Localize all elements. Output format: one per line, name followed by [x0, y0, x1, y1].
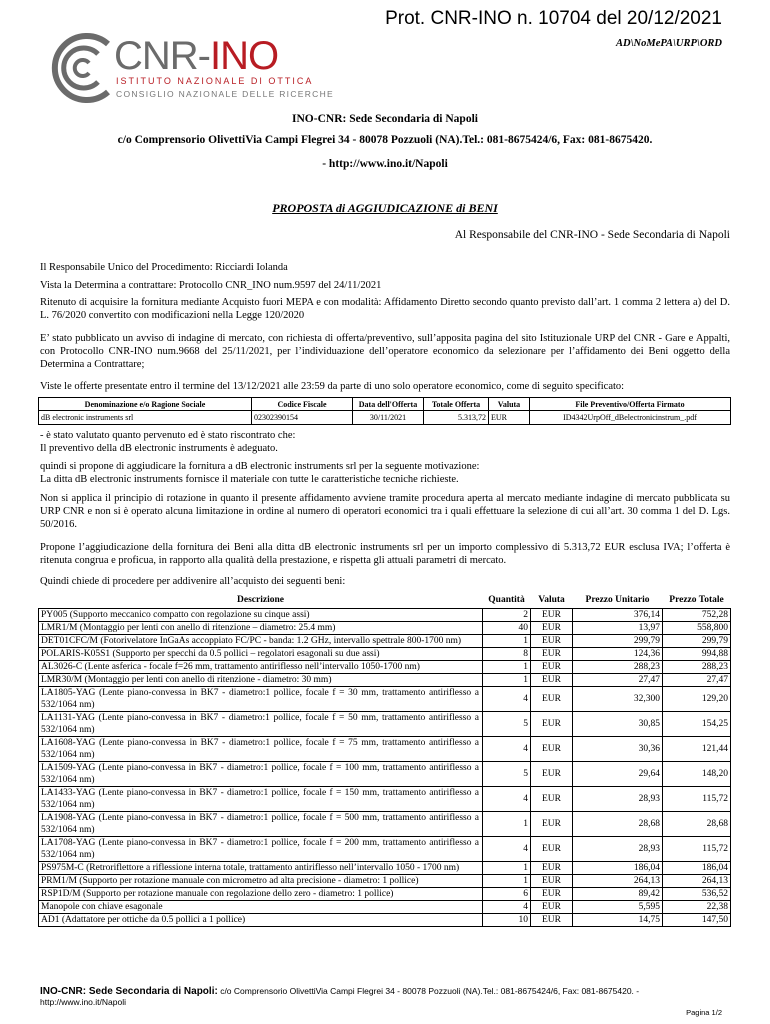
item-unit-price: 30,85	[573, 712, 663, 737]
item-total-price: 129,20	[663, 687, 731, 712]
item-total-price: 994,88	[663, 648, 731, 661]
item-description: AD1 (Adattatore per ottiche da 0.5 pollici a 1 pollice)	[39, 914, 483, 927]
offer-currency: EUR	[489, 411, 530, 425]
item-currency: EUR	[531, 914, 573, 927]
offers-header: File Preventivo/Offerta Firmato	[530, 398, 731, 411]
item-description: LMR30/M (Montaggio per lenti con anello di ritenzione - diametro: 30 mm)	[39, 674, 483, 687]
item-currency: EUR	[531, 712, 573, 737]
item-quantity: 1	[483, 635, 531, 648]
table-row	[39, 411, 731, 425]
item-description: Manopole con chiave esagonale	[39, 901, 483, 914]
item-quantity: 10	[483, 914, 531, 927]
table-row	[39, 837, 731, 862]
item-unit-price: 28,68	[573, 812, 663, 837]
item-unit-price: 264,13	[573, 875, 663, 888]
item-quantity: 4	[483, 737, 531, 762]
item-currency: EUR	[531, 875, 573, 888]
item-unit-price: 299,79	[573, 635, 663, 648]
item-currency: EUR	[531, 648, 573, 661]
offer-total: 5.313,72	[424, 411, 489, 425]
item-quantity: 1	[483, 862, 531, 875]
table-row	[39, 648, 731, 661]
item-quantity: 1	[483, 875, 531, 888]
item-quantity: 2	[483, 609, 531, 622]
item-quantity: 8	[483, 648, 531, 661]
offers-header: Denominazione e/o Ragione Sociale	[39, 398, 252, 411]
item-quantity: 4	[483, 787, 531, 812]
logo-wordmark: CNR-INO	[114, 34, 279, 78]
item-unit-price: 186,04	[573, 862, 663, 875]
item-total-price: 752,28	[663, 609, 731, 622]
item-description: LA1908-YAG (Lente piano-convessa in BK7 - diametro:1 pollice, focale f = 500 mm, trattamento antiriflesso a 532/1064 nm)	[39, 812, 483, 837]
item-unit-price: 13,97	[573, 622, 663, 635]
table-row	[39, 787, 731, 812]
motivazione-line-2: La ditta dB electronic instruments fornisce il materiale con tutte le caratteristiche tecniche richieste.	[40, 474, 459, 485]
item-description: LA1433-YAG (Lente piano-convessa in BK7 - diametro:1 pollice, focale f = 150 mm, trattamento antiriflesso a 532/1064 nm)	[39, 787, 483, 812]
item-total-price: 121,44	[663, 737, 731, 762]
rotazione-paragraph: Non si applica il principio di rotazione in quanto il presente affidamento avviene tramite procedura aperta al mercato mediante indagine di mercato pubblicata su URP CNR e non si è operato alcuna limitazione in ordine al numero di operatori economici tra i quali effettuare la selezione di cui all’art. 30 comma 1 del D. Lgs. 50/2016.	[40, 493, 730, 531]
item-total-price: 115,72	[663, 787, 731, 812]
item-total-price: 148,20	[663, 762, 731, 787]
item-description: LMR1/M (Montaggio per lenti con anello di ritenzione – diametro: 25.4 mm)	[39, 622, 483, 635]
item-currency: EUR	[531, 687, 573, 712]
item-description: LA1509-YAG (Lente piano-convessa in BK7 - diametro:1 pollice, focale f = 100 mm, trattamento antiriflesso a 532/1064 nm)	[39, 762, 483, 787]
table-row	[39, 609, 731, 622]
offers-header: Totale Offerta	[424, 398, 489, 411]
item-description: PRM1/M (Supporto per rotazione manuale con micrometro ad alta precisione - diametro: 1 pollice)	[39, 875, 483, 888]
item-quantity: 6	[483, 888, 531, 901]
item-quantity: 4	[483, 837, 531, 862]
item-total-price: 299,79	[663, 635, 731, 648]
item-quantity: 5	[483, 712, 531, 737]
determina-paragraph: Vista la Determina a contrattare: Protocollo CNR_INO num.9597 del 24/11/2021	[40, 280, 382, 291]
address-line-1: INO-CNR: Sede Secondaria di Napoli	[292, 113, 478, 125]
table-row	[39, 737, 731, 762]
page-number: Pagina 1/2	[686, 1008, 722, 1017]
address-line-2: c/o Comprensorio OlivettiVia Campi Flegrei 34 - 80078 Pozzuoli (NA).Tel.: 081-8675424/6, Fax: 081-8675420.	[117, 134, 653, 146]
footer-bold: INO-CNR: Sede Secondaria di Napoli:	[40, 986, 218, 997]
item-currency: EUR	[531, 888, 573, 901]
item-total-price: 22,38	[663, 901, 731, 914]
table-row	[39, 687, 731, 712]
item-total-price: 288,23	[663, 661, 731, 674]
item-description: PS975M-C (Retroriflettore a riflessione interna totale, trattamento antiriflesso nell’intervallo 1050 - 1700 nm)	[39, 862, 483, 875]
item-description: LA1805-YAG (Lente piano-convessa in BK7 - diametro:1 pollice, focale f = 30 mm, trattamento antiriflesso a 532/1064 nm)	[39, 687, 483, 712]
item-currency: EUR	[531, 837, 573, 862]
valutato-line-1: - è stato valutato quanto pervenuto ed è stato riscontrato che:	[40, 430, 296, 441]
table-row	[39, 888, 731, 901]
items-header: Quantità	[488, 594, 525, 605]
table-row	[39, 914, 731, 927]
item-currency: EUR	[531, 901, 573, 914]
item-total-price: 115,72	[663, 837, 731, 862]
item-unit-price: 124,36	[573, 648, 663, 661]
logo-subtitle: ISTITUTO NAZIONALE DI OTTICA	[116, 76, 314, 86]
table-row	[39, 712, 731, 737]
reference-code: AD\NoMePA\URP\ORD	[616, 38, 722, 49]
item-total-price: 186,04	[663, 862, 731, 875]
item-description: AL3026-C (Lente asferica - focale f=26 mm, trattamento antiriflesso nell’intervallo 1050-1700 nm)	[39, 661, 483, 674]
item-total-price: 27,47	[663, 674, 731, 687]
table-row	[39, 901, 731, 914]
offers-table	[38, 397, 731, 425]
item-unit-price: 288,23	[573, 661, 663, 674]
table-row	[39, 862, 731, 875]
item-quantity: 4	[483, 687, 531, 712]
item-description: LA1608-YAG (Lente piano-convessa in BK7 - diametro:1 pollice, focale f = 75 mm, trattamento antiriflesso a 532/1064 nm)	[39, 737, 483, 762]
valutato-line-2: Il preventivo della dB electronic instruments è adeguato.	[40, 443, 278, 454]
item-total-price: 536,52	[663, 888, 731, 901]
item-description: RSP1D/M (Supporto per rotazione manuale con regolazione dello zero - diametro: 1 pollice)	[39, 888, 483, 901]
item-unit-price: 27,47	[573, 674, 663, 687]
item-quantity: 5	[483, 762, 531, 787]
propone-paragraph: Propone l’aggiudicazione della fornitura dei Beni alla ditta dB electronic instruments srl per un importo complessivo di 5.313,72 EUR esclusa IVA; l’offerta è ritenuta congrua e proficua, in rapporto alla qualità della prestazione, e rispetta gli attuali parametri di mercato.	[40, 542, 730, 567]
item-quantity: 4	[483, 901, 531, 914]
table-row	[39, 875, 731, 888]
item-quantity: 1	[483, 674, 531, 687]
item-unit-price: 28,93	[573, 837, 663, 862]
items-body	[39, 609, 731, 927]
offers-header: Data dell'Offerta	[353, 398, 424, 411]
item-currency: EUR	[531, 787, 573, 812]
offer-company: dB electronic instruments srl	[39, 411, 252, 425]
ritenuto-paragraph: Ritenuto di acquisire la fornitura mediante Acquisto fuori MEPA e con modalità: Affidamento Diretto secondo quanto previsto dall’art. 1 comma 2 lettera a) del D. L. 76/2020 convertito con modificazioni nella Legge 120/2020	[40, 297, 730, 322]
table-row	[39, 762, 731, 787]
item-currency: EUR	[531, 674, 573, 687]
items-table	[38, 593, 731, 927]
item-total-price: 147,50	[663, 914, 731, 927]
footer-text: c/o Comprensorio OlivettiVia Campi Flegrei 34 - 80078 Pozzuoli (NA).Tel.: 081-8675424/6, Fax: 081-8675420. - http://www.ino.it/Napoli	[40, 986, 640, 1007]
item-currency: EUR	[531, 635, 573, 648]
item-description: LA1131-YAG (Lente piano-convessa in BK7 - diametro:1 pollice, focale f = 50 mm, trattamento antiriflesso a 532/1064 nm)	[39, 712, 483, 737]
footer	[40, 986, 700, 1008]
item-unit-price: 14,75	[573, 914, 663, 927]
item-total-price: 264,13	[663, 875, 731, 888]
offerte-paragraph: Viste le offerte presentate entro il termine del 13/12/2021 alle 23:59 da parte di uno solo operatore economico, come di seguito specificato:	[40, 381, 625, 392]
offer-tax-code: 02302390154	[252, 411, 353, 425]
item-currency: EUR	[531, 661, 573, 674]
table-row	[39, 812, 731, 837]
item-unit-price: 29,64	[573, 762, 663, 787]
logo-subtitle-cnr: CONSIGLIO NAZIONALE DELLE RICERCHE	[116, 89, 335, 99]
items-header: Valuta	[538, 594, 565, 605]
item-unit-price: 5,595	[573, 901, 663, 914]
item-currency: EUR	[531, 862, 573, 875]
item-total-price: 154,25	[663, 712, 731, 737]
avviso-paragraph: E’ stato pubblicato un avviso di indagine di mercato, con richiesta di offerta/preventivo, sull’apposita pagina del sito Istituzionale URP del CNR - Gare e Appalti, con Protocollo CNR-INO num.9668 del 25/11/2021, per l’individuazione dell’operatore economico da selezionare per l’affidamento dei Beni oggetto della Determina a Contrattare;	[40, 333, 730, 371]
item-currency: EUR	[531, 812, 573, 837]
item-unit-price: 89,42	[573, 888, 663, 901]
item-unit-price: 30,36	[573, 737, 663, 762]
rup-paragraph: Il Responsabile Unico del Procedimento: Ricciardi Iolanda	[40, 262, 288, 273]
protocol-number: Prot. CNR-INO n. 10704 del 20/12/2021	[385, 8, 722, 29]
item-description: DET01CFC/M (Fotorivelatore InGaAs accoppiato FC/PC - banda: 1.2 GHz, intervallo spettrale 800-1700 nm)	[39, 635, 483, 648]
offers-header: Codice Fiscale	[252, 398, 353, 411]
quindi-paragraph: Quindi chiede di procedere per addivenire all’acquisto dei seguenti beni:	[40, 576, 346, 587]
document-title: PROPOSTA di AGGIUDICAZIONE di BENI	[272, 201, 498, 215]
item-description: POLARIS-K05S1 (Supporto per specchi da 0.5 pollici – regolatori esagonali su due assi)	[39, 648, 483, 661]
item-unit-price: 28,93	[573, 787, 663, 812]
item-quantity: 1	[483, 661, 531, 674]
offers-header: Valuta	[489, 398, 530, 411]
item-currency: EUR	[531, 609, 573, 622]
recipient: Al Responsabile del CNR-INO - Sede Secondaria di Napoli	[454, 229, 730, 241]
item-total-price: 28,68	[663, 812, 731, 837]
item-currency: EUR	[531, 737, 573, 762]
item-currency: EUR	[531, 762, 573, 787]
motivazione-line-1: quindi si propone di aggiudicare la fornitura a dB electronic instruments srl per la seguente motivazione:	[40, 461, 480, 472]
offer-date: 30/11/2021	[353, 411, 424, 425]
item-description: LA1708-YAG (Lente piano-convessa in BK7 - diametro:1 pollice, focale f = 200 mm, trattamento antiriflesso a 532/1064 nm)	[39, 837, 483, 862]
table-row	[39, 622, 731, 635]
items-header: Descrizione	[237, 594, 284, 605]
item-unit-price: 376,14	[573, 609, 663, 622]
item-total-price: 558,800	[663, 622, 731, 635]
items-header: Prezzo Unitario	[585, 594, 650, 605]
item-unit-price: 32,300	[573, 687, 663, 712]
table-row	[39, 674, 731, 687]
item-quantity: 40	[483, 622, 531, 635]
table-row	[39, 661, 731, 674]
item-description: PY005 (Supporto meccanico compatto con regolazione su cinque assi)	[39, 609, 483, 622]
offer-file: ID4342UrpOff_dBelectronicinstrum_.pdf	[530, 411, 731, 425]
item-currency: EUR	[531, 622, 573, 635]
address-line-3: - http://www.ino.it/Napoli	[322, 158, 448, 170]
items-header: Prezzo Totale	[669, 594, 724, 605]
item-quantity: 1	[483, 812, 531, 837]
table-row	[39, 635, 731, 648]
